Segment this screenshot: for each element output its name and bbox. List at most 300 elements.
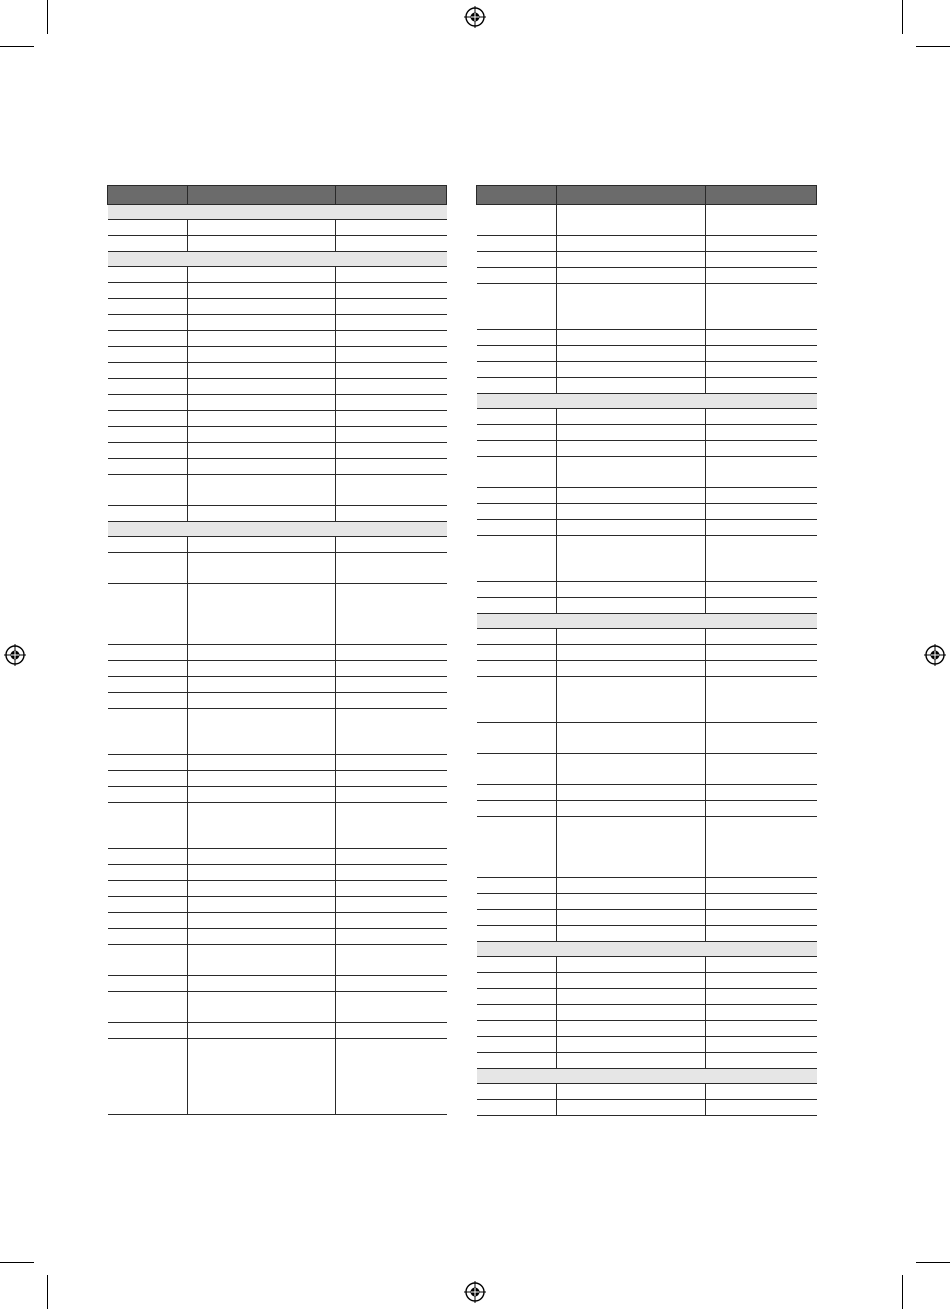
section-row <box>477 394 817 409</box>
table-cell <box>557 878 706 894</box>
table-row <box>477 268 817 284</box>
table-cell <box>108 992 188 1023</box>
table-row <box>477 1100 817 1116</box>
table-cell <box>557 645 706 661</box>
table-row <box>477 582 817 598</box>
table-cell <box>336 897 447 913</box>
section-row <box>477 1069 817 1084</box>
table-cell <box>706 878 817 894</box>
registration-target-icon <box>464 6 486 28</box>
table-cell <box>477 346 557 362</box>
table-cell <box>336 347 447 363</box>
table-cell <box>336 881 447 897</box>
table-cell <box>336 475 447 506</box>
table-cell <box>477 598 557 614</box>
table-row <box>477 330 817 346</box>
table-row <box>108 945 447 976</box>
crop-mark <box>916 46 950 47</box>
table-cell <box>557 425 706 441</box>
table-row <box>108 427 447 443</box>
section-label <box>108 205 447 220</box>
table-row <box>108 709 447 755</box>
table-cell <box>557 661 706 677</box>
table-cell <box>188 363 336 379</box>
table-row <box>108 677 447 693</box>
table-cell <box>706 894 817 910</box>
section-label <box>477 1069 817 1084</box>
section-label <box>108 252 447 267</box>
table-header-row <box>477 186 817 205</box>
table-cell <box>108 693 188 709</box>
table-cell <box>557 785 706 801</box>
table-cell <box>557 973 706 989</box>
table-cell <box>336 236 447 252</box>
column-header <box>706 186 817 205</box>
table-row <box>477 785 817 801</box>
table-cell <box>108 395 188 411</box>
table-cell <box>188 584 336 645</box>
table-cell <box>477 268 557 284</box>
section-row <box>108 205 447 220</box>
table-cell <box>108 236 188 252</box>
table-cell <box>477 488 557 504</box>
table-cell <box>557 409 706 425</box>
table-cell <box>108 443 188 459</box>
table-cell <box>108 945 188 976</box>
column-header <box>188 186 336 205</box>
table-cell <box>108 537 188 553</box>
table-row <box>108 506 447 522</box>
table-cell <box>188 267 336 283</box>
table-cell <box>108 661 188 677</box>
table-cell <box>477 378 557 394</box>
table-row <box>108 475 447 506</box>
table-row <box>108 267 447 283</box>
registration-target-icon <box>4 644 26 666</box>
table-cell <box>336 677 447 693</box>
table-cell <box>557 989 706 1005</box>
table-cell <box>336 709 447 755</box>
table-row <box>108 315 447 331</box>
table-row <box>477 205 817 236</box>
table-cell <box>188 331 336 347</box>
table-cell <box>188 661 336 677</box>
table-cell <box>108 220 188 236</box>
table-cell <box>188 881 336 897</box>
table-cell <box>188 236 336 252</box>
section-row <box>108 252 447 267</box>
table-cell <box>557 1053 706 1069</box>
section-row <box>477 942 817 957</box>
table-cell <box>108 865 188 881</box>
table-row <box>477 346 817 362</box>
table-row <box>477 878 817 894</box>
table-cell <box>706 629 817 645</box>
table-cell <box>108 427 188 443</box>
table-row <box>477 409 817 425</box>
table-cell <box>188 283 336 299</box>
table-cell <box>706 1037 817 1053</box>
table-cell <box>336 913 447 929</box>
section-label <box>108 522 447 537</box>
table-cell <box>188 537 336 553</box>
table-row <box>108 347 447 363</box>
table-cell <box>188 1023 336 1039</box>
table-row <box>477 723 817 754</box>
table-cell <box>188 787 336 803</box>
table-cell <box>336 771 447 787</box>
table-row <box>108 283 447 299</box>
table-row <box>477 598 817 614</box>
table-cell <box>188 475 336 506</box>
table-cell <box>477 362 557 378</box>
table-cell <box>108 315 188 331</box>
table-cell <box>477 661 557 677</box>
table-cell <box>706 284 817 330</box>
table-cell <box>108 475 188 506</box>
table-cell <box>557 910 706 926</box>
table-row <box>477 754 817 785</box>
table-cell <box>108 913 188 929</box>
table-cell <box>706 457 817 488</box>
table-cell <box>188 913 336 929</box>
table-cell <box>108 267 188 283</box>
table-cell <box>108 929 188 945</box>
table-cell <box>336 443 447 459</box>
table-row <box>108 803 447 849</box>
table-cell <box>706 1053 817 1069</box>
table-cell <box>336 849 447 865</box>
table-cell <box>108 363 188 379</box>
table-cell <box>557 1021 706 1037</box>
table-row <box>477 957 817 973</box>
table-cell <box>188 347 336 363</box>
table-cell <box>108 709 188 755</box>
table-cell <box>706 723 817 754</box>
table-cell <box>477 330 557 346</box>
table-cell <box>336 537 447 553</box>
table-cell <box>336 1023 447 1039</box>
table-row <box>108 220 447 236</box>
crop-mark <box>0 46 34 47</box>
table-cell <box>188 506 336 522</box>
table-cell <box>108 677 188 693</box>
table-row <box>108 897 447 913</box>
table-cell <box>336 315 447 331</box>
table-cell <box>706 661 817 677</box>
left-spec-table <box>107 185 447 1115</box>
table-row <box>108 755 447 771</box>
table-cell <box>706 598 817 614</box>
table-cell <box>188 411 336 427</box>
table-row <box>477 677 817 723</box>
table-cell <box>477 441 557 457</box>
table-cell <box>108 1023 188 1039</box>
table-row <box>477 894 817 910</box>
table-row <box>108 787 447 803</box>
table-row <box>108 645 447 661</box>
table-cell <box>477 677 557 723</box>
table-cell <box>188 427 336 443</box>
table-row <box>108 363 447 379</box>
table-cell <box>557 926 706 942</box>
table-cell <box>188 299 336 315</box>
table-cell <box>336 220 447 236</box>
table-cell <box>477 723 557 754</box>
table-row <box>477 629 817 645</box>
registration-target-icon <box>464 1281 486 1303</box>
table-row <box>477 236 817 252</box>
table-cell <box>557 677 706 723</box>
table-cell <box>108 331 188 347</box>
table-row <box>108 459 447 475</box>
table-row <box>477 817 817 878</box>
column-header <box>336 186 447 205</box>
table-cell <box>108 506 188 522</box>
table-row <box>477 989 817 1005</box>
table-cell <box>557 801 706 817</box>
table-cell <box>108 553 188 584</box>
table-cell <box>557 520 706 536</box>
crop-mark <box>47 1275 48 1309</box>
table-cell <box>336 584 447 645</box>
table-cell <box>557 957 706 973</box>
crop-mark <box>0 1262 34 1263</box>
table-row <box>477 378 817 394</box>
table-cell <box>557 582 706 598</box>
table-row <box>108 236 447 252</box>
table-cell <box>108 881 188 897</box>
table-cell <box>336 803 447 849</box>
table-cell <box>188 865 336 881</box>
column-header <box>108 186 188 205</box>
table-cell <box>557 504 706 520</box>
table-cell <box>706 801 817 817</box>
table-row <box>108 411 447 427</box>
table-cell <box>477 1005 557 1021</box>
table-cell <box>706 817 817 878</box>
table-cell <box>706 236 817 252</box>
table-cell <box>477 205 557 236</box>
table-cell <box>336 459 447 475</box>
table-cell <box>557 330 706 346</box>
table-row <box>108 395 447 411</box>
table-row <box>477 504 817 520</box>
table-cell <box>557 378 706 394</box>
table-cell <box>188 693 336 709</box>
table-row <box>477 801 817 817</box>
table-cell <box>108 584 188 645</box>
table-cell <box>477 284 557 330</box>
table-cell <box>706 754 817 785</box>
table-cell <box>477 409 557 425</box>
table-cell <box>336 411 447 427</box>
table-cell <box>706 425 817 441</box>
table-cell <box>188 849 336 865</box>
table-cell <box>557 488 706 504</box>
table-row <box>477 284 817 330</box>
table-cell <box>477 926 557 942</box>
table-row <box>108 299 447 315</box>
table-cell <box>108 976 188 992</box>
table-cell <box>706 409 817 425</box>
table-cell <box>477 504 557 520</box>
table-cell <box>557 629 706 645</box>
table-cell <box>477 878 557 894</box>
table-cell <box>477 754 557 785</box>
table-cell <box>706 677 817 723</box>
table-cell <box>557 441 706 457</box>
table-cell <box>706 504 817 520</box>
table-row <box>477 425 817 441</box>
table-cell <box>477 425 557 441</box>
table-row <box>108 865 447 881</box>
table-cell <box>336 945 447 976</box>
table-cell <box>557 252 706 268</box>
table-cell <box>477 1021 557 1037</box>
table-cell <box>336 661 447 677</box>
table-cell <box>336 1039 447 1115</box>
table-row <box>108 443 447 459</box>
table-cell <box>706 378 817 394</box>
crop-mark <box>902 0 903 34</box>
crop-mark <box>902 1275 903 1309</box>
table-cell <box>336 506 447 522</box>
table-cell <box>477 252 557 268</box>
table-cell <box>557 817 706 878</box>
table-cell <box>108 459 188 475</box>
table-cell <box>477 236 557 252</box>
table-cell <box>108 411 188 427</box>
table-cell <box>477 785 557 801</box>
table-cell <box>706 973 817 989</box>
table-row <box>108 771 447 787</box>
table-cell <box>706 268 817 284</box>
table-cell <box>557 536 706 582</box>
table-cell <box>706 1100 817 1116</box>
table-cell <box>188 976 336 992</box>
table-cell <box>108 379 188 395</box>
table-cell <box>557 723 706 754</box>
table-row <box>477 1005 817 1021</box>
table-cell <box>557 236 706 252</box>
table-cell <box>188 1039 336 1115</box>
table-cell <box>557 1005 706 1021</box>
table-cell <box>108 803 188 849</box>
table-cell <box>108 849 188 865</box>
table-cell <box>706 520 817 536</box>
table-cell <box>477 1037 557 1053</box>
table-row <box>108 1039 447 1115</box>
table-cell <box>557 457 706 488</box>
table-row <box>477 661 817 677</box>
table-cell <box>477 1084 557 1100</box>
table-row <box>477 1053 817 1069</box>
table-cell <box>336 755 447 771</box>
table-cell <box>336 427 447 443</box>
table-row <box>108 929 447 945</box>
table-row <box>108 537 447 553</box>
table-row <box>477 457 817 488</box>
table-cell <box>706 346 817 362</box>
table-row <box>477 926 817 942</box>
table-cell <box>477 989 557 1005</box>
table-cell <box>188 220 336 236</box>
table-cell <box>336 976 447 992</box>
table-cell <box>336 267 447 283</box>
table-row <box>477 252 817 268</box>
table-cell <box>706 645 817 661</box>
column-header <box>557 186 706 205</box>
right-spec-table <box>476 185 817 1116</box>
table-cell <box>188 771 336 787</box>
table-header-row <box>108 186 447 205</box>
table-cell <box>706 926 817 942</box>
table-cell <box>706 536 817 582</box>
section-label <box>477 942 817 957</box>
table-cell <box>108 897 188 913</box>
table-cell <box>188 443 336 459</box>
table-cell <box>108 1039 188 1115</box>
table-cell <box>108 771 188 787</box>
table-cell <box>336 379 447 395</box>
table-cell <box>188 897 336 913</box>
table-row <box>108 1023 447 1039</box>
table-cell <box>336 693 447 709</box>
table-cell <box>336 553 447 584</box>
table-row <box>477 1084 817 1100</box>
table-cell <box>188 459 336 475</box>
table-cell <box>557 894 706 910</box>
table-row <box>108 584 447 645</box>
table-row <box>477 910 817 926</box>
table-cell <box>336 645 447 661</box>
section-label <box>477 394 817 409</box>
table-row <box>477 488 817 504</box>
table-cell <box>706 488 817 504</box>
table-row <box>108 379 447 395</box>
table-cell <box>706 957 817 973</box>
table-cell <box>108 347 188 363</box>
table-cell <box>188 945 336 976</box>
table-cell <box>557 598 706 614</box>
table-cell <box>477 1100 557 1116</box>
table-cell <box>557 1100 706 1116</box>
section-label <box>477 614 817 629</box>
section-row <box>108 522 447 537</box>
table-row <box>108 849 447 865</box>
table-row <box>477 536 817 582</box>
table-cell <box>188 677 336 693</box>
table-row <box>108 661 447 677</box>
table-row <box>477 1037 817 1053</box>
section-row <box>477 614 817 629</box>
table-row <box>108 992 447 1023</box>
table-cell <box>188 315 336 331</box>
table-row <box>108 913 447 929</box>
table-row <box>108 553 447 584</box>
table-row <box>108 331 447 347</box>
registration-target-icon <box>924 644 946 666</box>
table-row <box>477 362 817 378</box>
table-cell <box>477 817 557 878</box>
table-cell <box>706 582 817 598</box>
table-cell <box>477 457 557 488</box>
table-row <box>477 441 817 457</box>
table-cell <box>477 645 557 661</box>
table-cell <box>557 1084 706 1100</box>
table-cell <box>557 362 706 378</box>
